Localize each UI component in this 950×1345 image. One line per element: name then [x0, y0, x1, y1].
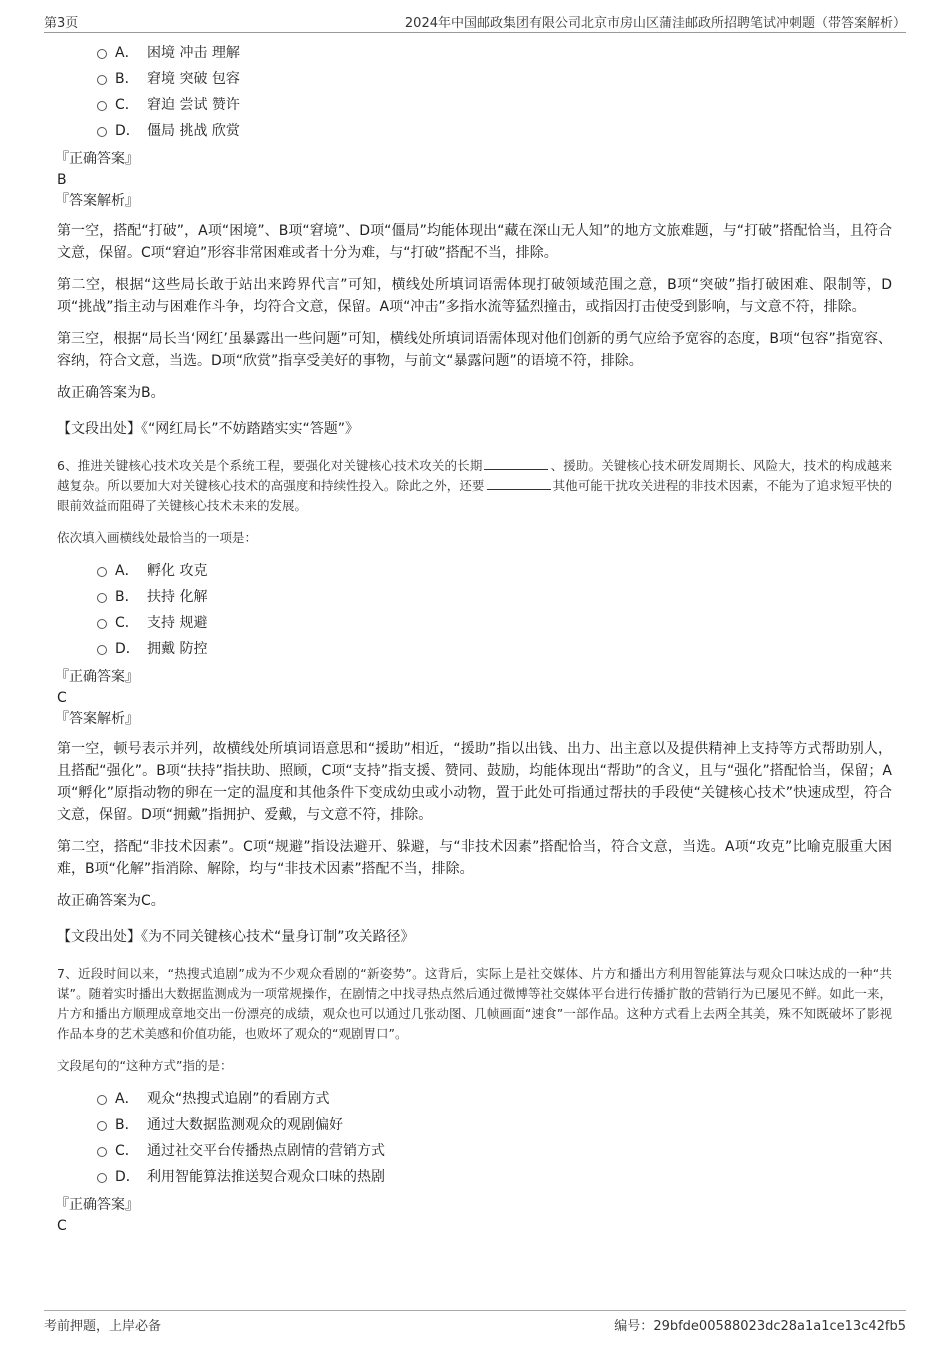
q7-options — [97, 1086, 892, 1190]
document-title: 2024年中国邮政集团有限公司北京市房山区蒲洼邮政所招聘笔试冲刺题（带答案解析） — [404, 16, 906, 31]
analysis-paragraph: 第一空，顿号表示并列，故横线处所填词语意思和“援助”相近，“援助”指以出钱、出力、出主意以及提供精神上支持等方式帮助别人，且搭配“强化”。B项“扶持”指扶助、照顾，C项“支持”指支援、赞同、鼓励，均能体现出“帮助”的含义，且与“强化”搭配恰当，保留；A项“孵化”原指动物的卵在一定的温度和其他条件下变成幼虫或小动物，置于此处可指通过帮扶的手段使“关键核心技术”快速成型，符合文意，保留。D项“拥戴”指拥护、爱戴，与文意不符，排除。 — [57, 741, 892, 823]
option-a[interactable]: A． 观众“热搜式追剧”的看剧方式 — [97, 1086, 892, 1112]
radio-icon[interactable] — [97, 1173, 107, 1183]
option-a[interactable]: A． 孵化 攻克 — [97, 558, 892, 584]
radio-icon[interactable] — [97, 619, 107, 629]
radio-icon[interactable] — [97, 567, 107, 577]
question-stem: 6、推进关键核心技术攻关是个系统工程，要强化对关键核心技术攻关的长期 、援助。关键核心技术研发周期长、风险大，技术的构成越来越复杂。所以要加大对关键核心技术的高强度和持续性投入。除此之外，还要 其他可能干扰攻关进程的非技术因素，不能为了追求短平快的眼前效益而阻碍了关键核心技术未来的发展。 — [57, 458, 892, 513]
radio-icon[interactable] — [97, 75, 107, 85]
page-header — [44, 12, 906, 33]
answer-label: 『正确答案』 — [55, 151, 139, 167]
analysis-label: 『答案解析』 — [55, 193, 139, 209]
radio-icon[interactable] — [97, 1121, 107, 1131]
option-c[interactable]: C． 通过社交平台传播热点剧情的营销方式 — [97, 1138, 892, 1164]
option-d[interactable]: D． 拥戴 防控 — [97, 636, 892, 662]
option-c[interactable]: C． 窘迫 尝试 赞许 — [97, 92, 892, 118]
question-stem: 7、近段时间以来，“热搜式追剧”成为不少观众看剧的“新姿势”。这背后，实际上是社交媒体、片方和播出方利用智能算法与观众口味达成的一种“共谋”。随着实时播出大数据监测成为一项常规操作，在剧情之中找寻热点然后通过微博等社交媒体平台进行传播扩散的营销行为已屡见不鲜。如此一来，片方和播出方顺理成章地交出一份漂亮的成绩，观众也可以通过几张动图、几帧画面“速食”一部作品。这种方式看上去两全其美，殊不知既破坏了影视作品本身的艺术美感和价值功能，也败坏了观众的“观剧胃口”。 — [57, 966, 892, 1041]
analysis-conclusion: 故正确答案为C。 — [57, 893, 165, 909]
document-body — [57, 40, 892, 1236]
question-prompt: 文段尾句的“这种方式”指的是： — [57, 1058, 233, 1073]
option-d[interactable]: D． 利用智能算法推送契合观众口味的热剧 — [97, 1164, 892, 1190]
answer-value: C — [57, 690, 67, 706]
page-number: 第3页 — [44, 16, 79, 31]
option-b[interactable]: B． 通过大数据监测观众的观剧偏好 — [97, 1112, 892, 1138]
page-footer — [44, 1310, 906, 1337]
q5-options — [97, 40, 892, 144]
analysis-conclusion: 故正确答案为B。 — [57, 385, 165, 401]
document-code: 编号：29bfde00588023dc28a1a1ce13c42fb5 — [614, 1319, 906, 1334]
analysis-paragraph: 第二空，根据“这些局长敢于站出来跨界代言”可知，横线处所填词语需体现打破领域范围之意，B项“突破”指打破困难、限制等，D项“挑战”指主动与困难作斗争，均符合文意，保留。A项“冲击”多指水流等猛烈撞击，或指因打击使受到影响，与文意不符，排除。 — [57, 277, 892, 315]
analysis-paragraph: 第三空，根据“局长当‘网红’虽暴露出一些问题”可知，横线处所填词语需体现对他们创新的勇气应给予宽容的态度，B项“包容”指宽容、容纳，符合文意，当选。D项“欣赏”指享受美好的事物，与前文“暴露问题”的语境不符，排除。 — [57, 331, 892, 369]
analysis-label: 『答案解析』 — [55, 711, 139, 727]
option-b[interactable]: B． 扶持 化解 — [97, 584, 892, 610]
radio-icon[interactable] — [97, 101, 107, 111]
footer-slogan: 考前押题，上岸必备 — [44, 1319, 162, 1334]
source-citation: 【文段出处】《“网红局长”不妨踏踏实实“答题”》 — [57, 421, 360, 437]
radio-icon[interactable] — [97, 127, 107, 137]
radio-icon[interactable] — [97, 1095, 107, 1105]
radio-icon[interactable] — [97, 1147, 107, 1157]
answer-value: B — [57, 172, 67, 188]
radio-icon[interactable] — [97, 593, 107, 603]
question-prompt: 依次填入画横线处最恰当的一项是： — [57, 530, 258, 545]
answer-label: 『正确答案』 — [55, 1197, 139, 1213]
answer-label: 『正确答案』 — [55, 669, 139, 685]
radio-icon[interactable] — [97, 645, 107, 655]
fill-blank — [487, 477, 551, 490]
analysis-paragraph: 第一空，搭配“打破”，A项“困境”、B项“窘境”、D项“僵局”均能体现出“藏在深山无人知”的地方文旅难题，与“打破”搭配恰当，且符合文意，保留。C项“窘迫”形容非常困难或者十分为难，与“打破”搭配不当，排除。 — [57, 223, 892, 261]
option-a[interactable]: A． 困境 冲击 理解 — [97, 40, 892, 66]
option-b[interactable]: B． 窘境 突破 包容 — [97, 66, 892, 92]
option-d[interactable]: D． 僵局 挑战 欣赏 — [97, 118, 892, 144]
option-c[interactable]: C． 支持 规避 — [97, 610, 892, 636]
source-citation: 【文段出处】《为不同关键核心技术“量身订制”攻关路径》 — [57, 929, 415, 945]
radio-icon[interactable] — [97, 49, 107, 59]
answer-value: C — [57, 1218, 67, 1234]
analysis-paragraph: 第二空，搭配“非技术因素”。C项“规避”指设法避开、躲避，与“非技术因素”搭配恰当，符合文意，当选。A项“攻克”比喻克服重大困难，B项“化解”指消除、解除，均与“非技术因素”搭配不当，排除。 — [57, 839, 892, 877]
q6-options — [97, 558, 892, 662]
fill-blank — [484, 457, 548, 470]
